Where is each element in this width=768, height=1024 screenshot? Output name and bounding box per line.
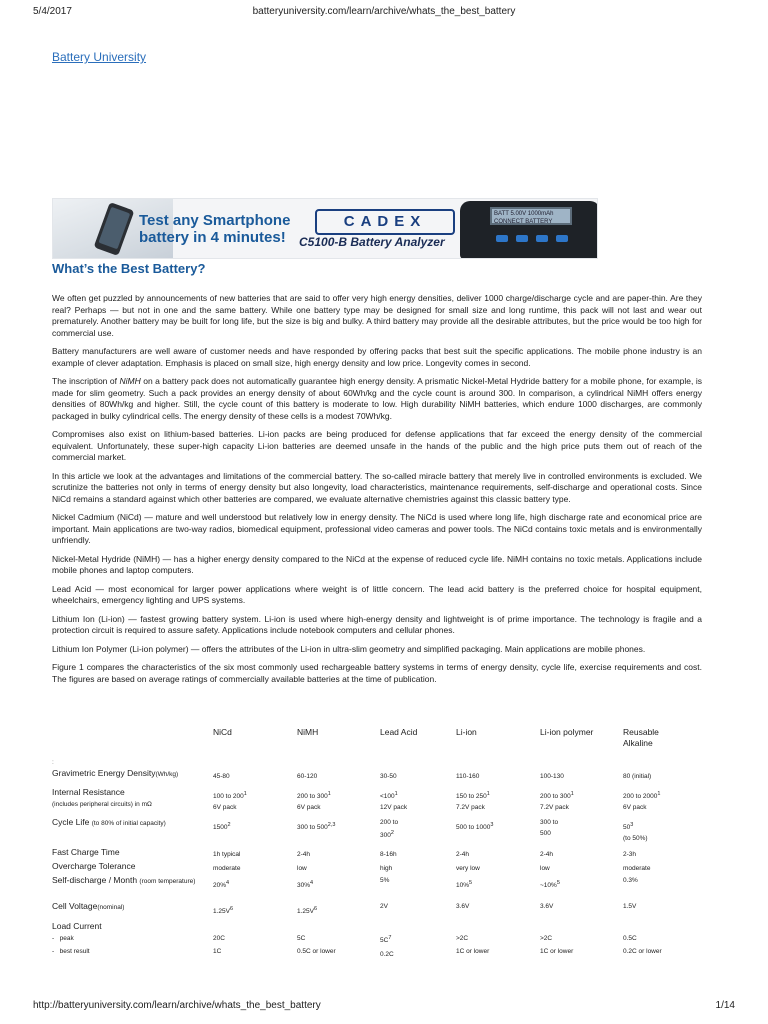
banner-model-name: C5100-B Battery Analyzer xyxy=(299,235,445,249)
table-cell: 100-130 xyxy=(540,773,564,780)
table-cell: >2C xyxy=(540,935,553,942)
table-row xyxy=(52,768,702,787)
advertisement-banner[interactable] xyxy=(52,198,598,259)
table-cell: 30-50 xyxy=(380,773,397,780)
table-cell: 2-3h xyxy=(623,851,637,858)
table-cell: 1C or lower xyxy=(456,948,490,956)
table-cell: 1C or lower xyxy=(540,948,574,956)
print-url: batteryuniversity.com/learn/archive/whats_the_best_battery xyxy=(252,6,516,17)
banner-tagline-line-2: battery in 4 minutes! xyxy=(139,229,286,246)
analyzer-screen xyxy=(490,207,572,225)
table-cell: 20C xyxy=(213,935,225,942)
table-row xyxy=(52,901,702,921)
article-body xyxy=(52,293,702,692)
page-title: What’s the Best Battery? xyxy=(52,261,206,276)
print-header xyxy=(33,6,735,20)
table-cell: 200 to $300^2$ xyxy=(380,819,399,840)
table-cell: low xyxy=(540,865,550,872)
table-row xyxy=(52,787,702,817)
table-cell: $<100^1$ 12V pack xyxy=(380,791,408,812)
paragraph: Compromises also exist on lithium-based batteries. Li-ion packs are being produced for defense applications that far exceed the energy density of the commercial equivalent. Unfortunately, these super-high capacity Li-ion batteries are deemed unsafe in the hands of the public and the high price puts them out of reach of the commercial market. xyxy=(52,429,702,462)
table-cell: 300 to 500 xyxy=(540,819,559,837)
paragraph: Lithium Ion Polymer (Li-ion polymer) — offers the attributes of the Li-ion in ultra-slim geometry and simplified packaging. Main applications are mobile phones. xyxy=(52,643,646,654)
table-cell: 0.5C xyxy=(623,935,637,942)
analyzer-screen-line-1: BATT 5.00V 1000mAh xyxy=(494,211,554,217)
table-cell: 80 (initial) xyxy=(623,773,652,780)
table-cell: $1.25V^6$ xyxy=(213,906,234,916)
table-cell: moderate xyxy=(623,865,651,872)
battery-analyzer-image xyxy=(460,201,598,259)
footer-url: http://batteryuniversity.com/learn/archive/whats_the_best_battery xyxy=(33,1000,321,1011)
row-label: Fast Charge Time xyxy=(52,847,120,857)
table-row xyxy=(52,933,702,946)
site-link[interactable]: Battery University xyxy=(52,50,147,64)
analyzer-button xyxy=(496,235,508,242)
table-cell: 30%$^4$ xyxy=(297,880,314,890)
table-cell: 500 to 1000$^3$ xyxy=(456,822,494,832)
table-cell: >2C xyxy=(456,935,469,942)
analyzer-button xyxy=(536,235,548,242)
paragraph: Nickel Cadmium (NiCd) — mature and well understood but relatively low in energy density. The NiCd is used where long life, high discharge rate and economical price are important. Main applications are two-way radios, biomedical equipment, professional video cameras and power tools. The NiCd contains toxic metals and is environmentally unfriendly. xyxy=(52,512,702,545)
print-footer xyxy=(33,1000,735,1014)
table-cell: 1500$^2$ xyxy=(213,822,231,832)
paragraph: Lead Acid — most economical for larger power applications where weight is of little concern. The lead acid battery is the preferred choice for hospital equipment, wheelchairs, emergency lighting and UPS systems. xyxy=(52,583,702,605)
column-header: Li-ion xyxy=(456,727,477,737)
row-label: Cell Voltage(nominal) xyxy=(52,901,125,911)
row-label: Overcharge Tolerance xyxy=(52,861,136,871)
table-cell: 1.5V xyxy=(623,903,637,910)
table-cell: 5C xyxy=(297,935,306,942)
paragraph: Figure 1 compares the characteristics of the six most commonly used rechargeable battery systems in terms of energy density, cycle life, exercise requirements and cost. The figures are based on average ratings of commercially available batteries at the time of publication. xyxy=(52,662,702,684)
table-cell: 110-160 xyxy=(456,773,480,780)
row-label: Self-discharge / Month (room temperature) xyxy=(52,875,196,885)
table-cell: 2-4h xyxy=(297,851,311,858)
table-cell: $5C^7$ xyxy=(380,935,392,945)
table-cell: $1.25V^6$ xyxy=(297,906,318,916)
banner-tagline xyxy=(139,212,290,246)
analyzer-screen-line-2: CONNECT BATTERY xyxy=(494,219,553,225)
table-cell: 45-80 xyxy=(213,773,230,780)
table-cell: 10%$^5$ xyxy=(456,880,473,890)
paragraph: We often get puzzled by announcements of new batteries that are said to offer very high energy densities, deliver 1000 charge/discharge cycle and are paper-thin. Are they real? Perhaps — but not in one and the same battery. While one battery type may be designed for small size and long runtime, this pack will not last and wear out prematurely. Another battery may be built for long life, but the size is big and bulky. A third battery may provide all the desirable attributes, but the price would be too high for commercial use. xyxy=(52,293,702,338)
table-stub: : xyxy=(52,759,54,766)
table-cell: 200 to 2000$^1$ 6V pack xyxy=(623,791,661,812)
table-row xyxy=(52,817,702,847)
table-row xyxy=(52,861,702,875)
table-cell: 150 to $250^1$ 7.2V pack xyxy=(456,791,490,812)
paragraph: Lithium Ion (Li-ion) — fastest growing battery system. Li-ion is used where high-energy density and lightweight is of prime importance. The technology is fragile and a protection circuit is required to assure safety. Applications include notebook computers and cellular phones. xyxy=(52,613,702,635)
table-cell: 100 to $200^1$ 6V pack xyxy=(213,791,247,812)
table-cell: 0.2C xyxy=(380,951,394,959)
paragraph: The inscription of NiMH on a battery pack does not automatically guarantee high energy density. A prismatic Nickel-Metal Hydride battery for a mobile phone, for example, is made for slim geometry. Such a pack provides an energy density of about 60Wh/kg and the cycle count is around 300. In comparison, a cylindrical NiMH offers energy densities of 80Wh/kg and higher. Still, the cycle count of this battery is moderate to low. High durability NiMH batteries, which endure 1000 discharges, are commonly packaged in bulky cylindrical cells. The energy density of these cells is a modest 70Wh/kg. xyxy=(52,376,702,421)
table-cell: low xyxy=(297,865,307,872)
table-cell: 5% xyxy=(380,877,390,884)
table-cell: 0.3% xyxy=(623,877,638,884)
analyzer-button xyxy=(516,235,528,242)
column-header: Reusable Alkaline xyxy=(623,727,659,748)
table-row xyxy=(52,946,702,960)
table-cell: 1C xyxy=(213,948,222,956)
table-cell: 1h typical xyxy=(213,851,241,858)
table-cell: 8-16h xyxy=(380,851,397,858)
row-label: Gravimetric Energy Density(Wh/kg) xyxy=(52,768,179,778)
paragraph: In this article we look at the advantages and limitations of the commercial battery. The so-called miracle battery that merely live in controlled environments is excluded. We scrutinize the batteries not only in terms of energy density but also longevity, load characteristics, maintenance requirements, self-discharge and operational costs. Since NiCd remains a standard against which other batteries are compared, we evaluate alternative chemistries against this classic battery type. xyxy=(52,470,702,504)
table-row xyxy=(52,757,702,768)
table-cell: 300 to 500$^{2,3}$ xyxy=(297,822,336,832)
row-label: Internal Resistance (includes peripheral circuits) in mΩ xyxy=(52,787,152,808)
table-header-row xyxy=(52,727,702,757)
banner-tagline-line-1: Test any Smartphone xyxy=(139,212,291,229)
row-label: Cycle Life (to 80% of initial capacity) xyxy=(52,817,166,827)
table-cell: 0.5C or lower xyxy=(297,948,336,956)
table-cell: 3.6V xyxy=(456,903,470,910)
page-number: 1/14 xyxy=(715,1000,735,1011)
table-row xyxy=(52,921,702,933)
table-cell: high xyxy=(380,865,393,872)
table-row xyxy=(52,875,702,901)
analyzer-button xyxy=(556,235,568,242)
table-cell: 2-4h xyxy=(540,851,554,858)
table-cell: 2V xyxy=(380,903,388,910)
table-row xyxy=(52,847,702,861)
table-cell: 2-4h xyxy=(456,851,470,858)
table-cell: moderate xyxy=(213,865,241,872)
table-cell: $50^3$ (to 50%) xyxy=(623,822,648,843)
table-cell: 0.2C or lower xyxy=(623,948,662,956)
table-cell: 60-120 xyxy=(297,773,318,780)
cadex-logo: CADEX xyxy=(315,209,455,235)
smartphone-image xyxy=(94,202,135,256)
print-date: 5/4/2017 xyxy=(33,6,72,17)
row-label: Load Current xyxy=(52,921,102,931)
table-cell: very low xyxy=(456,865,480,872)
column-header: Li-ion polymer xyxy=(540,727,594,737)
column-header: NiCd xyxy=(213,727,232,737)
table-cell: ~10%$^5$ xyxy=(540,880,560,890)
paragraph: Battery manufacturers are well aware of customer needs and have responded by offering packs that best suit the specific applications. The mobile phone industry is an example of clever adaptation. Emphasis is placed on small size, high energy density and low price. Longevity comes in second. xyxy=(52,346,702,368)
battery-comparison-table xyxy=(52,727,702,960)
column-header: NiMH xyxy=(297,727,319,737)
row-label: - best result xyxy=(52,948,90,956)
table-cell: 200 to $300^1$ 6V pack xyxy=(297,791,331,812)
table-cell: 20%$^4$ xyxy=(213,880,230,890)
row-label: - peak xyxy=(52,935,74,942)
column-header: Lead Acid xyxy=(380,727,418,737)
table-cell: 3.6V xyxy=(540,903,554,910)
table-cell: 200 to $300^1$ 7.2V pack xyxy=(540,791,574,812)
paragraph: Nickel-Metal Hydride (NiMH) — has a higher energy density compared to the NiCd at the expense of reduced cycle life. NiMH contains no toxic metals. Applications include mobile phones and laptop computers. xyxy=(52,553,702,575)
